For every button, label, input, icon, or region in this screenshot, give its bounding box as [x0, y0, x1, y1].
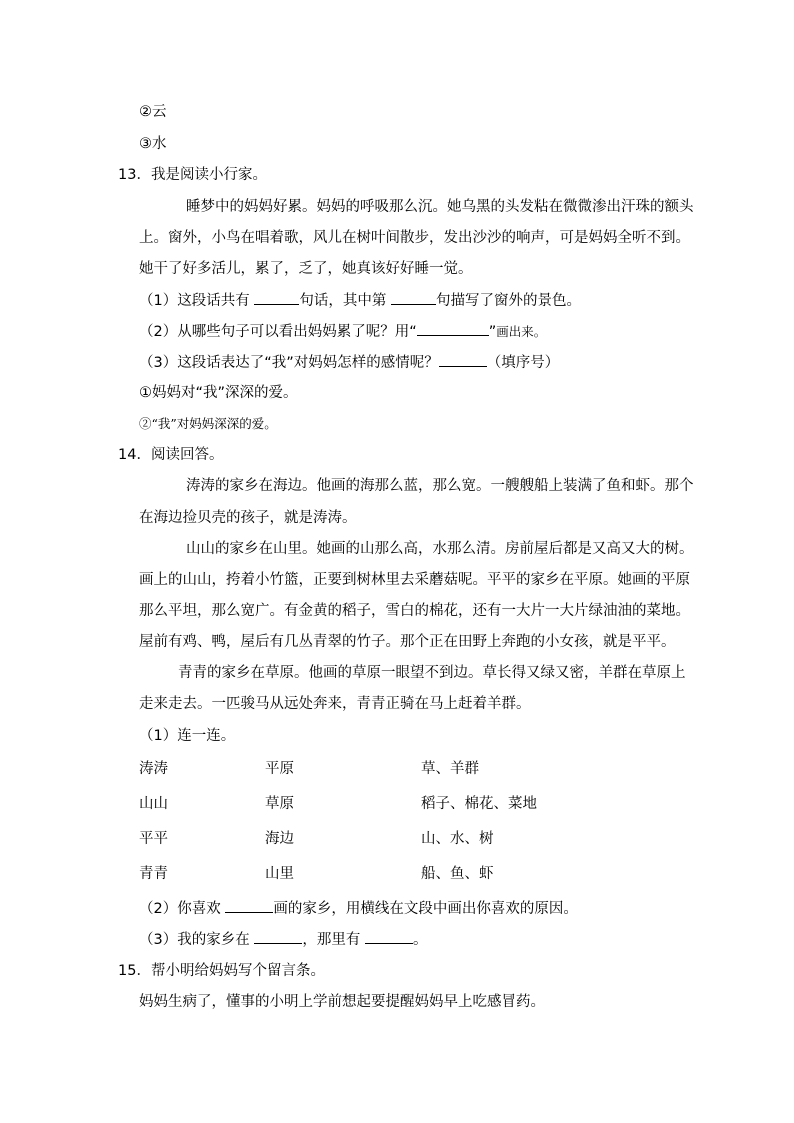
q15-text: 妈妈生病了，懂事的小明上学前想起要提醒妈妈早上吃感冒药。: [139, 994, 545, 1010]
q13-title: 13．我是阅读小行家。: [118, 167, 267, 183]
q15-title: 15．帮小明给妈妈写个留言条。: [118, 963, 325, 979]
answer-blank[interactable]: [417, 321, 489, 336]
q14-sub2: （2）你喜欢 画的家乡，用横线在文段中画出你喜欢的原因。: [139, 898, 578, 919]
q13-question-3: （3）这段话表达了“我”对妈妈怎样的感情呢？ （填序号）: [139, 352, 559, 373]
match-name: 平平: [139, 831, 168, 847]
q13-question-1: （1）这段话共有 句话，其中第 句描写了窗外的景色。: [139, 290, 581, 311]
match-place: 平原: [265, 761, 294, 777]
match-name: 涛涛: [139, 761, 168, 777]
q14-passage-line: 青青的家乡在草原。他画的草原一眼望不到边。草长得又绿又密，羊群在草原上: [178, 665, 686, 681]
match-place: 草原: [265, 796, 294, 812]
q12-option-3: ③水: [139, 136, 167, 152]
q14-passage-line: 在海边捡贝壳的孩子，就是涛涛。: [139, 510, 357, 526]
answer-blank[interactable]: [439, 352, 487, 367]
q14-passage-line: 那么平坦，那么宽广。有金黄的稻子，雪白的棉花，还有一大片一大片绿油油的菜地。: [139, 603, 690, 619]
q14-passage-line: 走来走去。一匹骏马从远处奔来，青青正骑在马上赶着羊群。: [139, 696, 531, 712]
answer-blank[interactable]: [254, 290, 299, 305]
q13-passage-line: 睡梦中的妈妈好累。妈妈的呼吸那么沉。她乌黑的头发粘在微微渗出汗珠的额头: [186, 199, 694, 215]
q14-title: 14．阅读回答。: [118, 447, 224, 463]
match-scenery: 草、羊群: [421, 761, 479, 777]
q13-passage-line: 上。窗外，小鸟在唱着歌，风儿在树叶间散步，发出沙沙的响声，可是妈妈全听不到。: [139, 230, 690, 246]
match-scenery: 山、水、树: [421, 831, 494, 847]
match-name: 青青: [139, 866, 168, 882]
answer-blank[interactable]: [254, 929, 302, 944]
q14-passage-line: 涛涛的家乡在海边。他画的海那么蓝，那么宽。一艘艘船上装满了鱼和虾。那个: [186, 478, 694, 494]
q13-option-1: ①妈妈对“我”深深的爱。: [139, 385, 298, 401]
q12-option-2: ②云: [139, 104, 167, 120]
q14-sub3: （3）我的家乡在 ，那里有 。: [139, 929, 427, 950]
answer-blank[interactable]: [225, 898, 273, 913]
q14-passage-line: 画上的山山，挎着小竹篮，正要到树林里去采蘑菇呢。平平的家乡在平原。她画的平原: [139, 572, 690, 588]
match-scenery: 稻子、棉花、菜地: [421, 796, 537, 812]
match-scenery: 船、鱼、虾: [421, 866, 494, 882]
q14-passage-line: 山山的家乡在山里。她画的山那么高，水那么清。房前屋后都是又高又大的树。: [186, 541, 694, 557]
answer-blank[interactable]: [365, 929, 413, 944]
match-place: 海边: [265, 831, 294, 847]
q13-passage-line: 她干了好多活儿，累了，乏了，她真该好好睡一觉。: [139, 261, 473, 277]
answer-blank[interactable]: [391, 290, 436, 305]
q13-question-2: （2）从哪些句子可以看出妈妈累了呢？用“ ”画出来。: [139, 321, 546, 342]
q14-passage-line: 屋前有鸡、鸭，屋后有几丛青翠的竹子。那个正在田野上奔跑的小女孩，就是平平。: [139, 634, 676, 650]
q13-option-2: ②“我”对妈妈深深的爱。: [139, 416, 277, 431]
match-place: 山里: [265, 866, 294, 882]
match-name: 山山: [139, 796, 168, 812]
q14-sub1: （1）连一连。: [139, 728, 236, 744]
